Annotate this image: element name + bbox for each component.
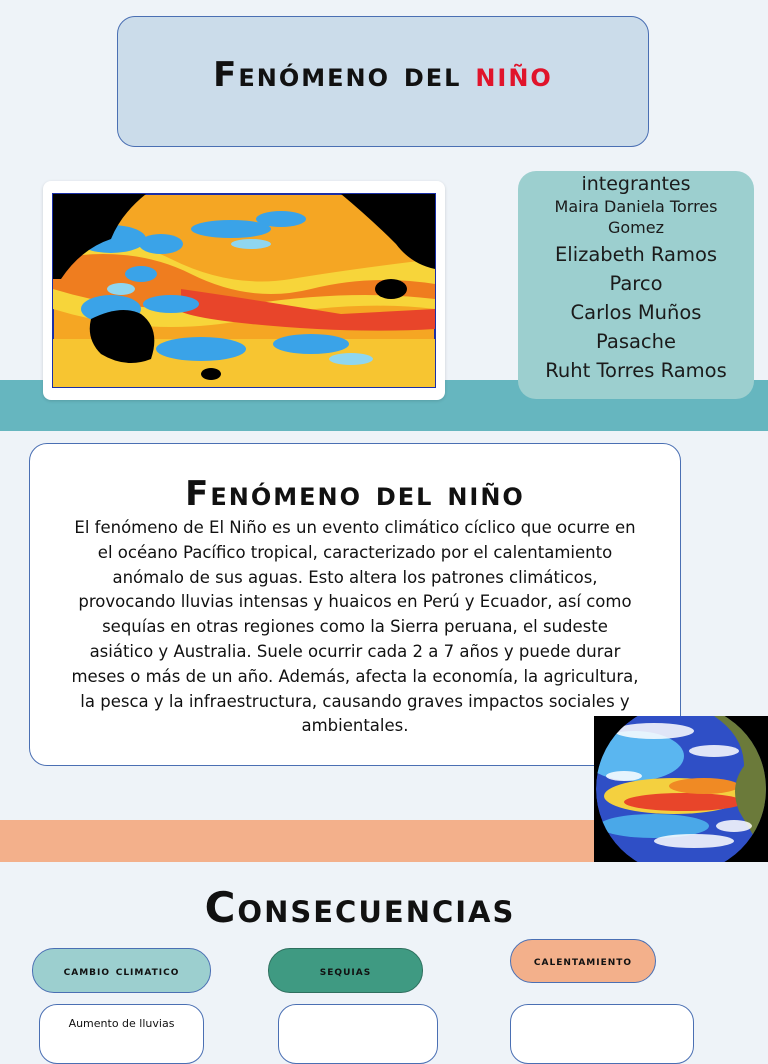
consequences-heading: Consecuencias bbox=[204, 883, 516, 932]
title-part2: niño bbox=[475, 54, 553, 95]
description-heading: Fenómeno del niño bbox=[185, 474, 525, 514]
sst-map-graphic bbox=[51, 189, 437, 392]
consequence-card bbox=[510, 1004, 694, 1064]
page-title bbox=[213, 55, 553, 95]
consequence-card-text: Aumento de lluvias bbox=[68, 1017, 175, 1030]
tag-sequias: sequias bbox=[268, 948, 423, 993]
member-name: Carlos Muños bbox=[570, 301, 702, 324]
member-name: Maira Daniela Torres bbox=[554, 197, 718, 216]
description-text: El fenómeno de El Niño es un evento climático cíclico que ocurre en el océano Pacífico tropical, caracterizado por el calentamiento anómalo de sus aguas. Esto altera los patrones climáticos, provocando lluvias intensas y huaicos en Perú y Ecuador, así como sequías en otras regiones como la Sierra peruana, el sudeste asiático y Australia. Suele ocurrir cada 2 a 7 años y puede durar meses o más de un año. Además, afecta la economía, la agricultura, la pesca y la infraestructura, causando graves impactos sociales y ambientales. bbox=[71, 518, 639, 736]
sst-map-image bbox=[43, 181, 445, 400]
consequence-card bbox=[278, 1004, 438, 1064]
tag-cambio-climatico: cambio climatico bbox=[32, 948, 211, 993]
tag-calentamiento: calentamiento bbox=[510, 939, 656, 983]
members-box bbox=[518, 171, 754, 399]
globe-image bbox=[594, 716, 768, 862]
consequence-card bbox=[39, 1004, 204, 1064]
members-heading: integrantes bbox=[581, 173, 691, 195]
member-name: Pasache bbox=[595, 330, 677, 353]
member-name: Gomez bbox=[607, 218, 664, 237]
title-part1: Fenómeno del bbox=[213, 54, 476, 95]
description-card bbox=[29, 443, 681, 766]
title-banner bbox=[117, 16, 649, 147]
member-name: Elizabeth Ramos bbox=[554, 243, 718, 266]
member-name: Ruht Torres Ramos bbox=[545, 359, 727, 382]
member-name: Parco bbox=[609, 272, 663, 295]
globe-graphic bbox=[594, 716, 768, 862]
